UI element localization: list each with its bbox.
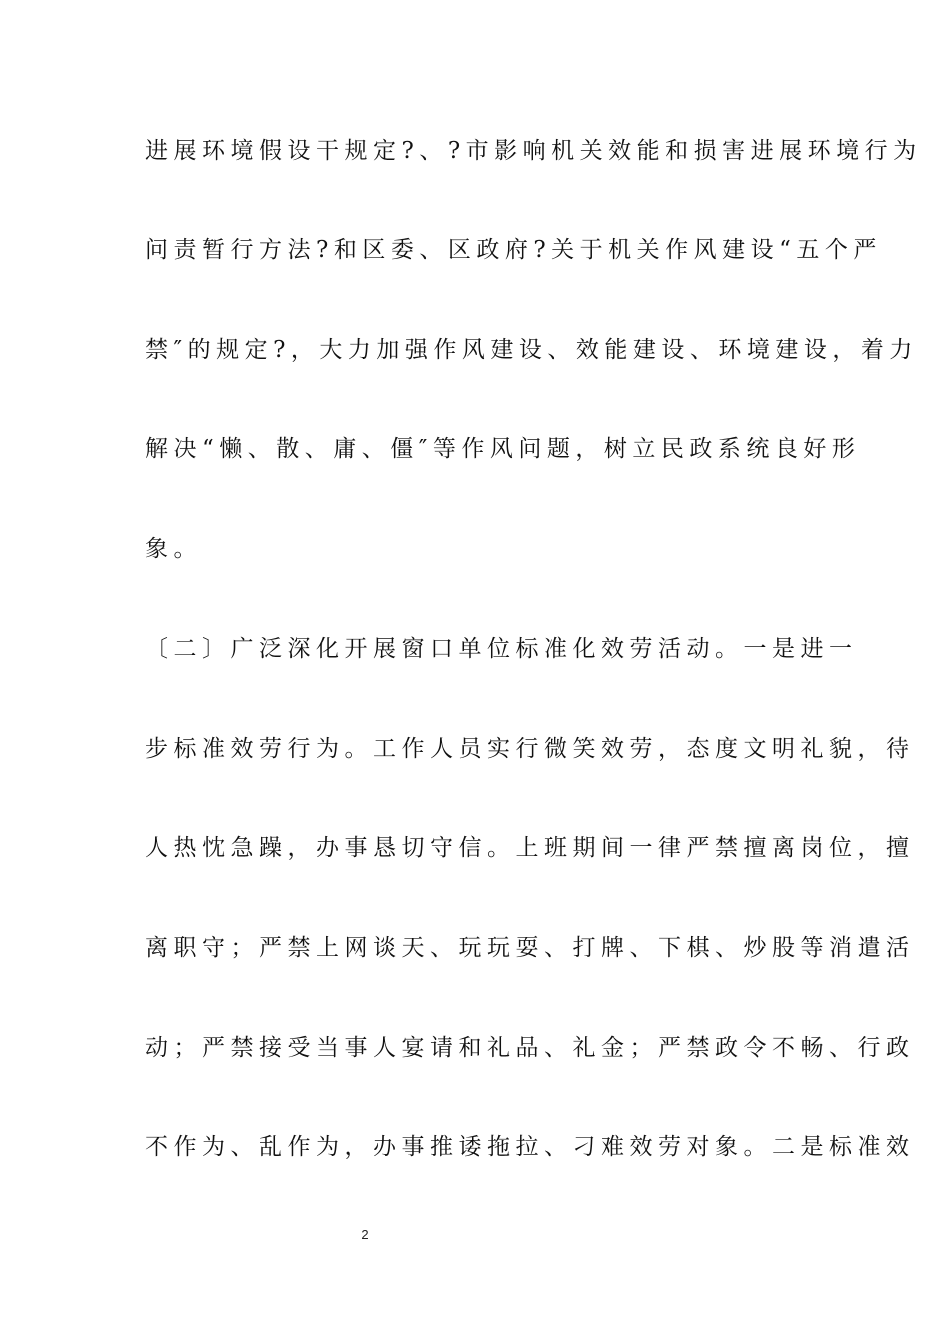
text-line-2: 问责暂行方法?和区委、区政府?关于机关作风建设“五个严 [145, 237, 882, 263]
page-number: 2 [361, 1227, 369, 1242]
text-line-11: 不作为、乱作为，办事推诿拖拉、刁难效劳对象。二是标准效 [145, 1134, 915, 1160]
text-line-4: 解决“懒、散、庸、僵″等作风问题，树立民政系统良好形 [145, 436, 861, 462]
text-line-6: 〔二〕广泛深化开展窗口单位标准化效劳活动。一是进一 [145, 636, 858, 662]
text-line-1: 进展环境假设干规定?、?市影响机关效能和损害进展环境行为 [145, 138, 922, 164]
text-line-3: 禁″的规定?，大力加强作风建设、效能建设、环境建设，着力 [145, 337, 918, 363]
text-line-8: 人热忱急躁，办事恳切守信。上班期间一律严禁擅离岗位，擅 [145, 835, 915, 861]
text-line-7: 步标准效劳行为。工作人员实行微笑效劳，态度文明礼貌，待 [145, 736, 915, 762]
text-line-10: 动；严禁接受当事人宴请和礼品、礼金；严禁政令不畅、行政 [145, 1035, 915, 1061]
text-line-5: 象。 [145, 536, 202, 562]
text-line-9: 离职守；严禁上网谈天、玩玩耍、打牌、下棋、炒股等消遣活 [145, 935, 915, 961]
